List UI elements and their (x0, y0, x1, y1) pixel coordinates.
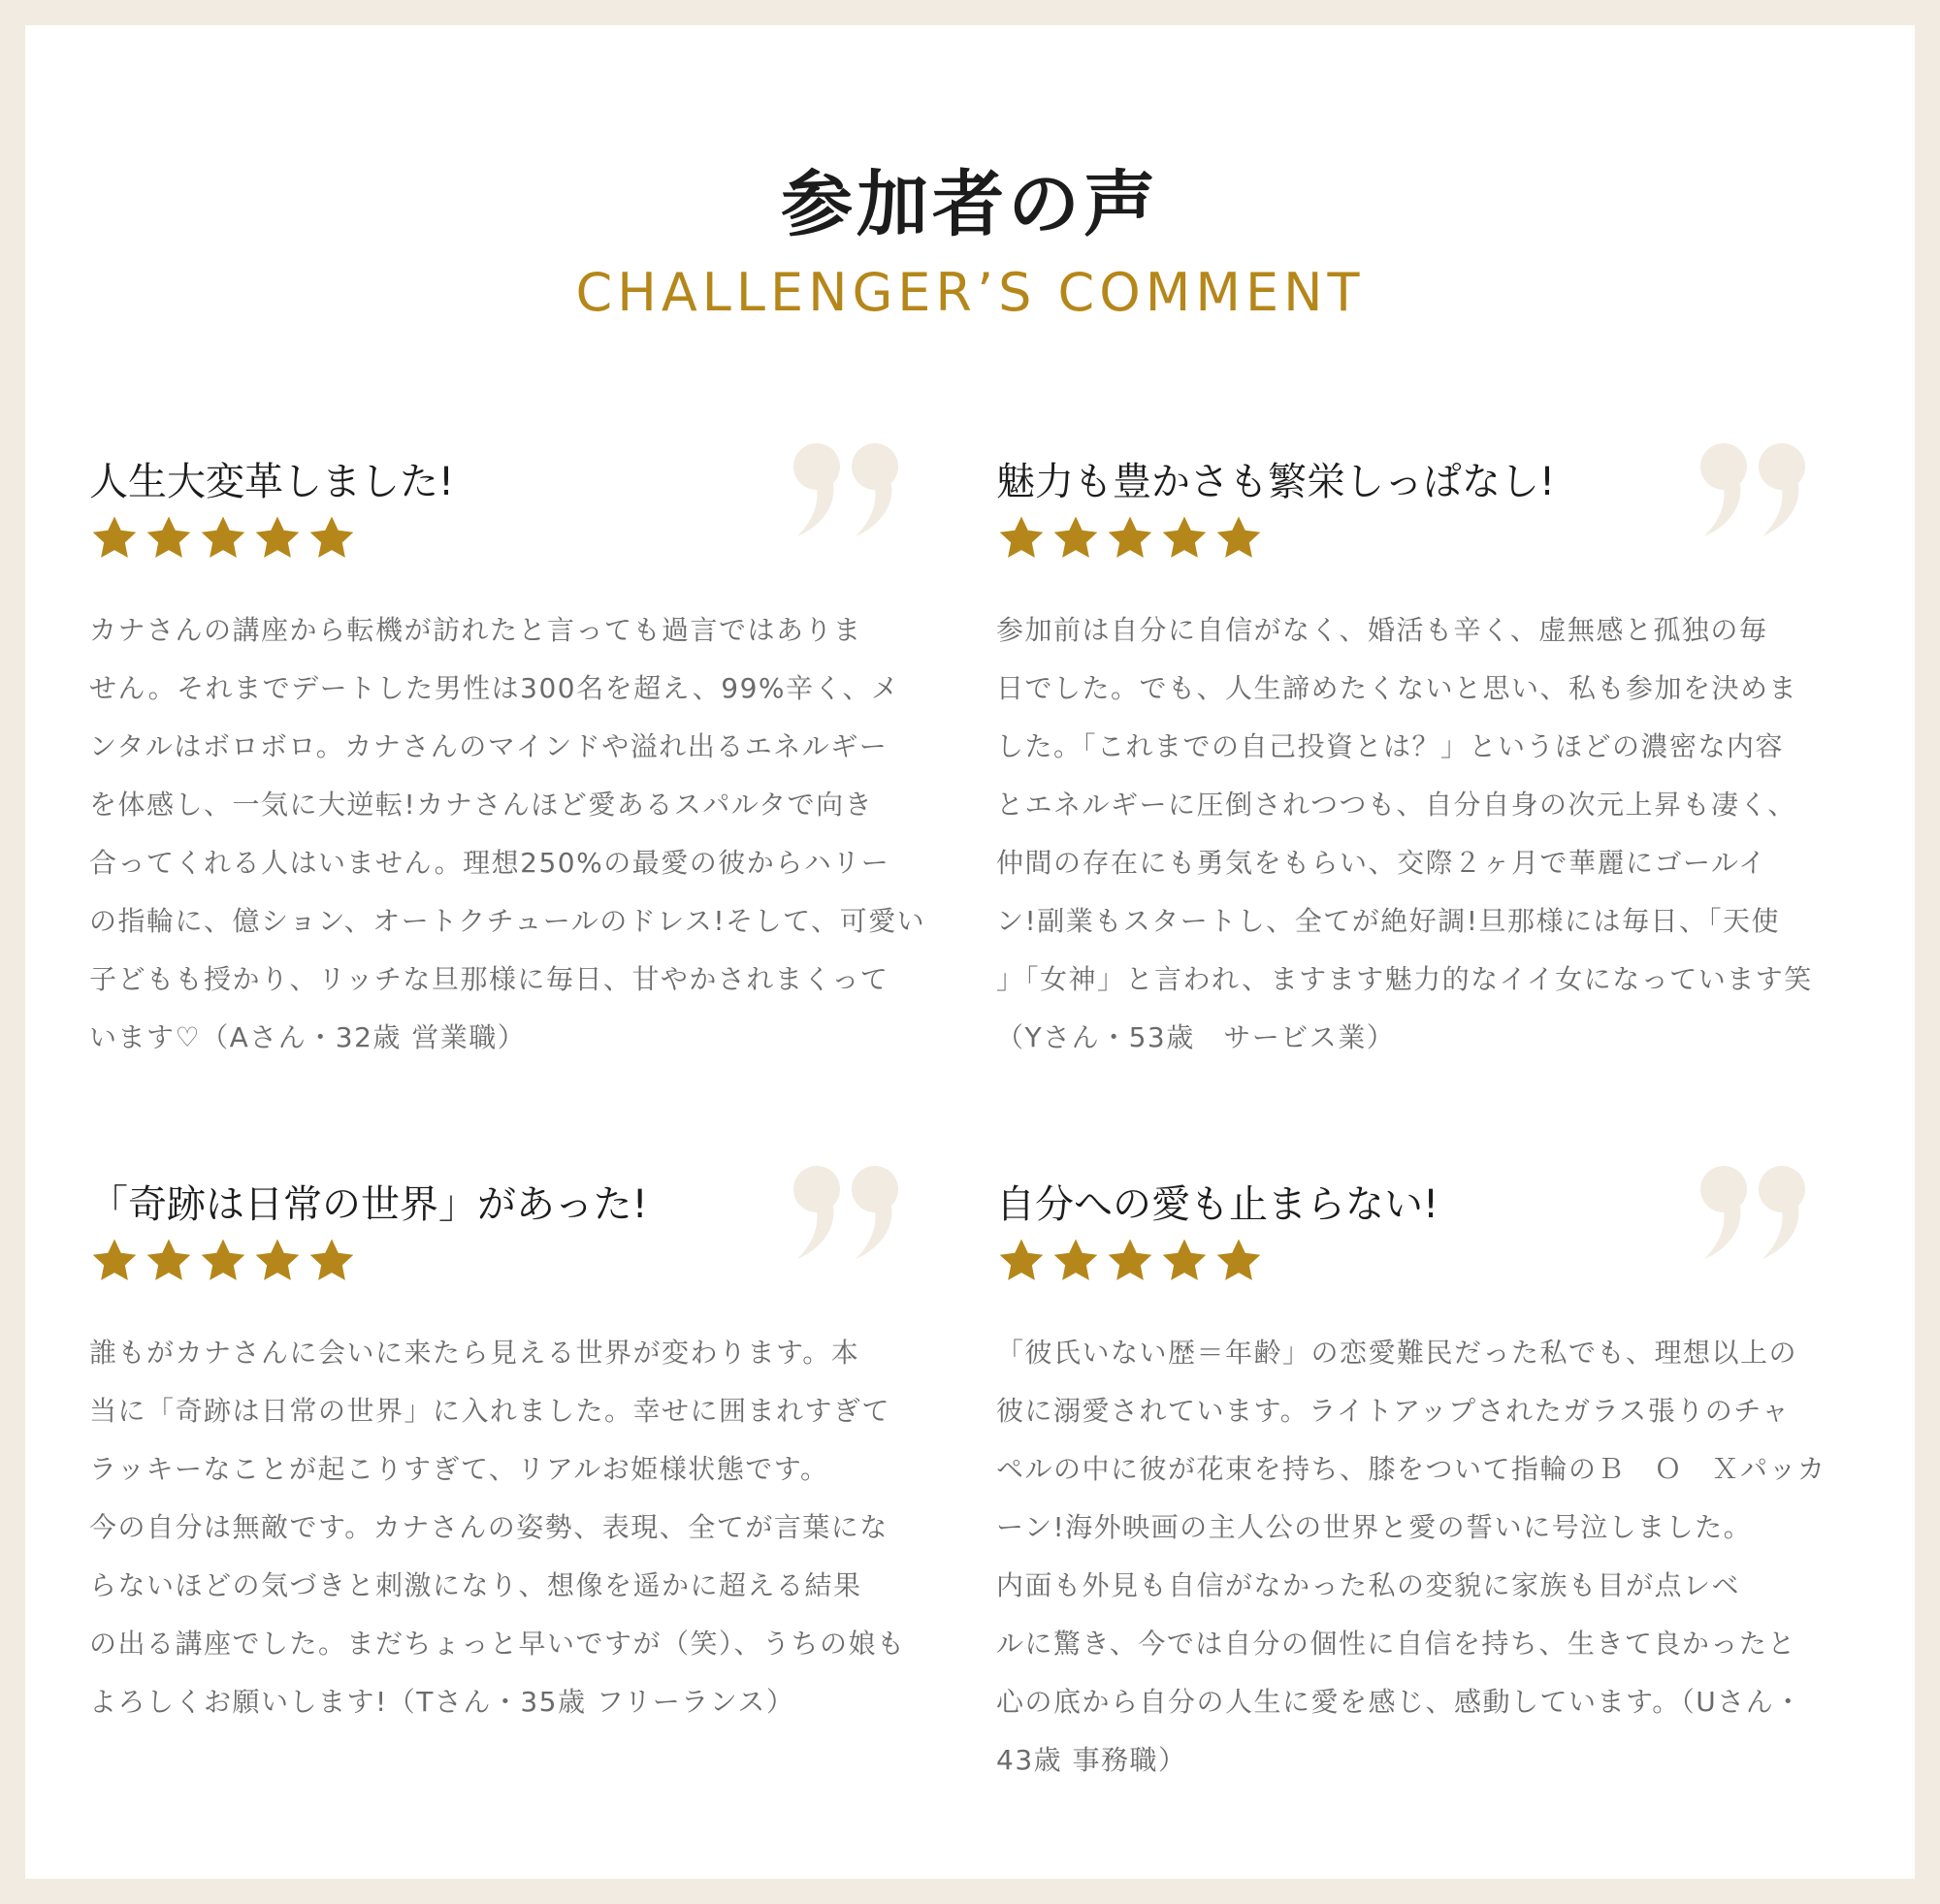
quote-icon (1697, 1164, 1811, 1261)
testimonial-line: 仲間の存在にも勇気をもらい、交際２ヶ月で華麗にゴールイ (996, 847, 1767, 879)
testimonial-line: ン!副業もスタートし、全てが絶好調!旦那様には毎日、「天使 (996, 905, 1780, 937)
star-icon (89, 513, 140, 564)
testimonial-line: 日でした。でも、人生諦めたくないと思い、私も参加を決めま (996, 672, 1798, 704)
star-icon (252, 1236, 303, 1286)
star-rating (89, 513, 357, 564)
testimonial-body (89, 1324, 904, 1731)
star-icon (996, 1236, 1047, 1286)
testimonial-line: 」「女神」と言われ、ますます魅力的なイイ女になっています笑 (996, 963, 1813, 995)
star-icon (307, 513, 357, 564)
quote-icon (790, 1164, 904, 1261)
page-title: 参加者の声 (781, 163, 1159, 246)
testimonial-title: 「奇跡は日常の世界」があった! (89, 1182, 648, 1227)
testimonial-body (996, 1324, 1827, 1790)
page-subtitle: CHALLENGER’S COMMENT (575, 262, 1365, 323)
star-rating (996, 1236, 1264, 1286)
testimonial-line: らないほどの気づきと刺激になり、想像を遥かに超える結果 (89, 1569, 862, 1601)
testimonial-line: 参加前は自分に自信がなく、婚活も辛く、虚無感と孤独の毎 (996, 614, 1768, 646)
testimonial-line: 子どもも授かり、リッチな旦那様に毎日、甘やかされまくって (89, 963, 889, 995)
star-rating (996, 513, 1264, 564)
testimonial-line: （Yさん・53歳 サービス業） (996, 1021, 1396, 1053)
testimonial-line: 彼に溺愛されています。ライトアップされたガラス張りのチャ (996, 1395, 1791, 1427)
testimonial-title: 自分への愛も止まらない! (996, 1182, 1439, 1227)
star-icon (198, 1236, 248, 1286)
star-icon (1051, 513, 1101, 564)
testimonial-line: 「彼氏いない歴＝年齢」の恋愛難民だった私でも、理想以上の (996, 1337, 1798, 1369)
quote-icon (1697, 441, 1811, 538)
testimonial-body (89, 601, 926, 1067)
testimonial-line: ンタルはボロボロ。カナさんのマインドや溢れ出るエネルギー (89, 730, 889, 762)
star-icon (307, 1236, 357, 1286)
testimonial-line: の指輪に、億ション、オートクチュールのドレス!そして、可愛い (89, 905, 926, 937)
star-icon (144, 1236, 194, 1286)
testimonial-line: とエネルギーに圧倒されつつも、自分自身の次元上昇も凄く、 (996, 789, 1796, 821)
star-icon (252, 513, 303, 564)
star-icon (1105, 1236, 1155, 1286)
testimonial-line: カナさんの講座から転機が訪れたと言っても過言ではありま (89, 614, 862, 646)
testimonial-line: ルに驚き、今では自分の個性に自信を持ち、生きて良かったと (996, 1628, 1796, 1660)
star-rating (89, 1236, 357, 1286)
testimonial-line: 当に「奇跡は日常の世界」に入れました。幸せに囲まれすぎて (89, 1395, 891, 1427)
testimonial-line: 43歳 事務職） (996, 1744, 1187, 1776)
star-icon (1159, 513, 1210, 564)
testimonial-line: ペルの中に彼が花束を持ち、膝をついて指輪のＢ Ｏ Ｘパッカ (996, 1453, 1827, 1485)
star-icon (144, 513, 194, 564)
star-icon (1159, 1236, 1210, 1286)
testimonial-line: 誰もがカナさんに会いに来たら見える世界が変わります。本 (89, 1337, 860, 1369)
testimonial-line: を体感し、一気に大逆転!カナさんほど愛あるスパルタで向き (89, 789, 874, 821)
testimonial-title: 魅力も豊かさも繁栄しっぱなし! (996, 460, 1556, 504)
star-icon (1213, 1236, 1264, 1286)
star-icon (1051, 1236, 1101, 1286)
star-icon (1213, 513, 1264, 564)
testimonial-line: ラッキーなことが起こりすぎて、リアルお姫様状態です。 (89, 1453, 829, 1485)
testimonial-line: ーン!海外映画の主人公の世界と愛の誓いに号泣しました。 (996, 1511, 1753, 1543)
star-icon (198, 513, 248, 564)
star-icon (996, 513, 1047, 564)
testimonial-line: います♡（Aさん・32歳 営業職） (89, 1021, 527, 1053)
star-icon (89, 1236, 140, 1286)
testimonial-line: 心の底から自分の人生に愛を感じ、感動しています。（Uさん・ (996, 1686, 1803, 1718)
testimonial-line: した。「これまでの自己投資とは？」というほどの濃密な内容 (996, 730, 1785, 762)
testimonial-line: よろしくお願いします!（Tさん・35歳 フリーランス） (89, 1686, 795, 1718)
testimonial-line: 今の自分は無敵です。カナさんの姿勢、表現、全てが言葉にな (89, 1511, 889, 1543)
testimonial-line: の出る講座でした。まだちょっと早いですが（笑）、うちの娘も (89, 1628, 906, 1660)
testimonial-line: 合ってくれる人はいません。理想250%の最愛の彼からハリー (89, 847, 890, 879)
star-icon (1105, 513, 1155, 564)
testimonial-body (996, 601, 1811, 1067)
testimonial-line: 内面も外見も自信がなかった私の変貌に家族も目が点レベ (996, 1569, 1741, 1601)
testimonial-line: せん。それまでデートした男性は300名を超え、99%辛く、メ (89, 672, 900, 704)
testimonial-title: 人生大変革しました! (89, 460, 455, 504)
quote-icon (790, 441, 904, 538)
